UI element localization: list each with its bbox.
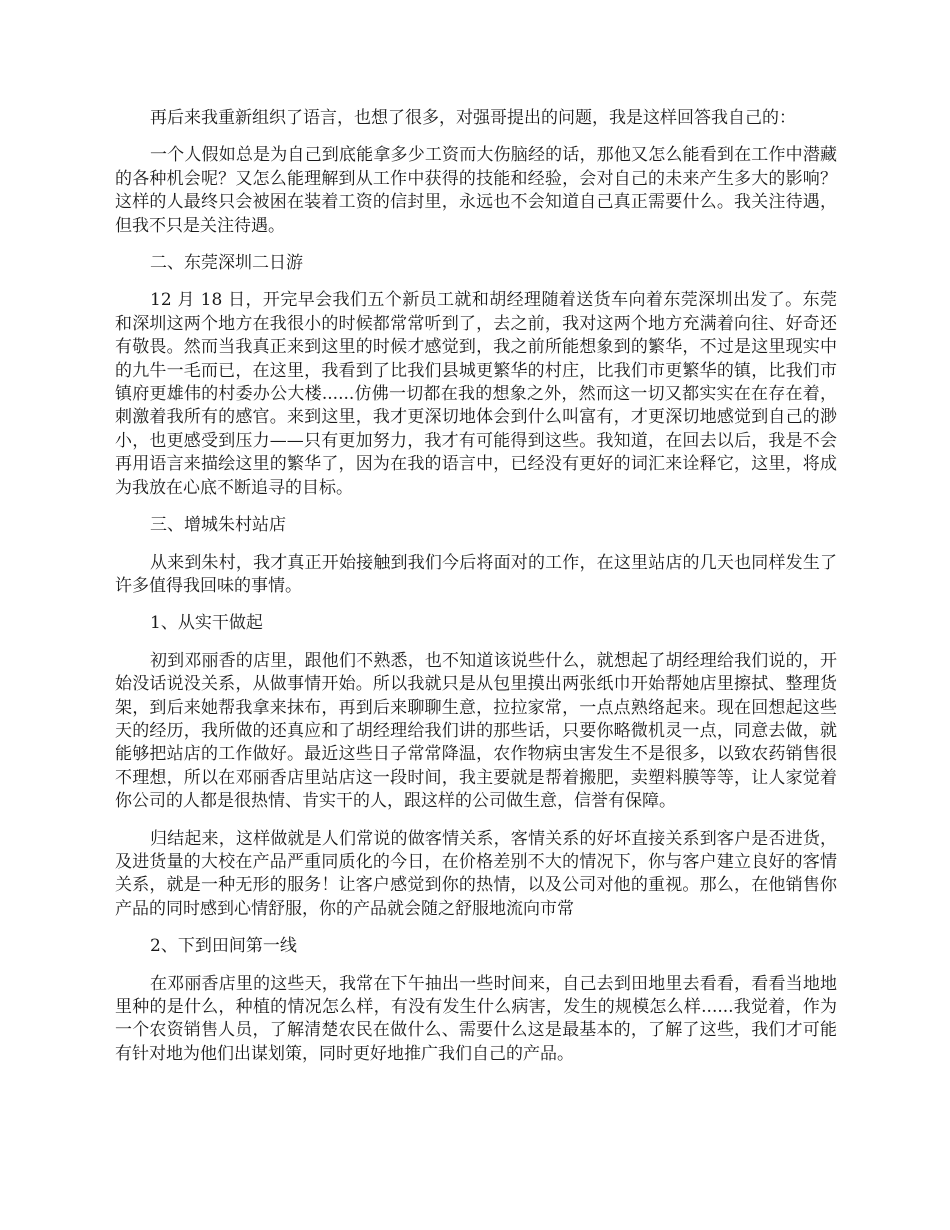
paragraph-answer-intro: 再后来我重新组织了语言，也想了很多，对强哥提出的问题，我是这样回答我自己的： xyxy=(150,108,796,128)
paragraph-customer-relations: 归结起来，这样做就是人们常说的做客情关系，客情关系的好坏直接关系到客户是否进货，及进货量的大校在产品严重同质化的今日，在价格差别不大的情况下，你与客户建立良好的客情关系，就是一种无形的服务！让客户感觉到你的热情，以及公司对他的重视。那么，在他销售你产品的同时感到心情舒服，你的产品就会随之舒服地流向市常 xyxy=(115,828,837,919)
document-body xyxy=(115,107,837,1080)
paragraph-zhucun-intro: 从来到朱村，我才真正开始接触到我们今后将面对的工作，在这里站店的几天也同样发生了许多值得我回味的事情。 xyxy=(115,552,837,596)
paragraph-salary-reflection: 一个人假如总是为自己到底能拿多少工资而大伤脑经的话，那他又怎么能看到在工作中潜藏的各种机会呢？又怎么能理解到从工作中获得的技能和经验，会对自己的未来产生多大的影响？这样的人最终只会被困在装着工资的信封里，永远也不会知道自己真正需要什么。我关注待遇，但我不只是关注待遇。 xyxy=(115,145,837,236)
subheading-field-frontline: 2、下到田间第一线 xyxy=(150,936,297,957)
paragraph-field-visits: 在邓丽香店里的这些天，我常在下午抽出一些时间来，自己去到田地里去看看，看看当地地里种的是什么，种植的情况怎么样，有没有发生什么病害，发生的规模怎么样......我觉着，作为一个农资销售人员，了解清楚农民在做什么、需要什么这是最基本的，了解了这些，我们才可能有针对地为他们出谋划策，同时更好地推广我们自己的产品。 xyxy=(115,973,837,1064)
paragraph-dongguan-shenzhen-trip: 12 月 18 日，开完早会我们五个新员工就和胡经理随着送货车向着东莞深圳出发了。东莞和深圳这两个地方在我很小的时候都常常听到了，去之前，我对这两个地方充满着向往、好奇还有敬畏。然而当我真正来到这里的时候才感觉到，我之前所能想象到的繁华，不过是这里现实中的九牛一毛而已，在这里，我看到了比我们县城更繁华的村庄，比我们市更繁华的镇，比我们市镇府更雄伟的村委办公大楼......仿佛一切都在我的想象之外，然而这一切又都实实在在存在着，刺激着我所有的感官。来到这里，我才更深切地体会到什么叫富有，才更深切地感觉到自己的渺小，也更感受到压力——只有更加努力，我才有可能得到这些。我知道，在回去以后，我是不会再用语言来描绘这里的繁华了，因为在我的语言中，已经没有更好的词汇来诠释它，这里，将成为我放在心底不断追寻的目标。 xyxy=(115,290,837,498)
subheading-start-from-work: 1、从实干做起 xyxy=(150,613,263,634)
section-heading-zhucun-store: 三、增城朱村站店 xyxy=(150,515,286,536)
section-heading-dongguan-shenzhen: 二、东莞深圳二日游 xyxy=(150,253,303,274)
paragraph-deng-lixiang-store: 初到邓丽香的店里，跟他们不熟悉，也不知道该说些什么，就想起了胡经理给我们说的，开始没话说没关系，从做事情开始。所以我就只是从包里摸出两张纸巾开始帮她店里擦拭、整理货架，到后来她帮我拿来抹布，再到后来聊聊生意，拉拉家常，一点点熟络起来。现在回想起这些天的经历，我所做的还真应和了胡经理给我们讲的那些话，只要你略微机灵一点，同意去做，就能够把站店的工作做好。最近这些日子常常降温，农作物病虫害发生不是很多，以致农药销售很不理想，所以在邓丽香店里站店这一段时间，我主要就是帮着搬肥，卖塑料膜等等，让人家觉着你公司的人都是很热情、肯实干的人，跟这样的公司做生意，信誉有保障。 xyxy=(115,650,837,812)
